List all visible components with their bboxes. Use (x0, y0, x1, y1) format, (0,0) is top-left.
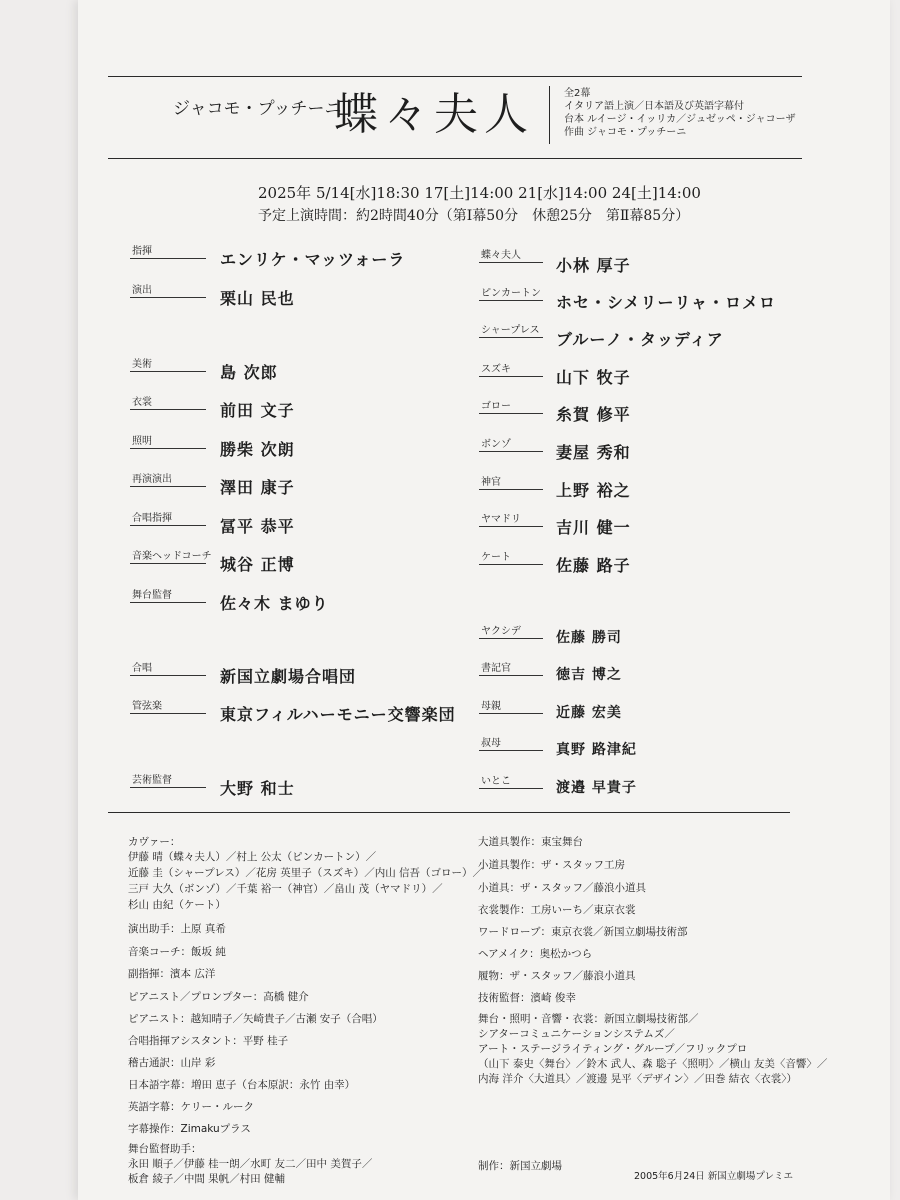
info-language: イタリア語上演／日本語及び英語字幕付 (564, 101, 744, 112)
role-underline (479, 675, 543, 676)
role-underline (479, 564, 543, 565)
credit-line: 履物：ザ・スタッフ／藤浪小道具 (478, 970, 636, 982)
staff-name: 冨平 恭平 (220, 517, 295, 536)
staff-role: 管弦楽 (132, 701, 162, 712)
cast-name: 小林 厚子 (556, 256, 631, 275)
role-underline (479, 750, 543, 751)
role-underline (130, 258, 206, 259)
cast-role: ヤクシデ (481, 626, 521, 637)
cast-role: シャープレス (481, 325, 540, 336)
credit-line: 小道具：ザ・スタッフ／藤浪小道具 (478, 882, 646, 894)
credit-line: 音楽コーチ：飯坂 純 (128, 946, 226, 958)
cast-role: ケート (481, 552, 511, 563)
cast-role: 叔母 (481, 738, 501, 749)
role-underline (130, 297, 206, 298)
role-underline (479, 413, 543, 414)
header-bottom-rule (108, 158, 802, 159)
staff-name: 勝柴 次朗 (220, 440, 295, 459)
staff-role: 照明 (132, 436, 152, 447)
premiere-note: 2005年6月24日 新国立劇場プレミエ (634, 1171, 793, 1182)
credit-line: 板倉 綾子／中間 果帆／村田 健輔 (128, 1173, 286, 1185)
credit-line: 技術監督：濱崎 俊幸 (478, 992, 576, 1004)
staff-role: 舞台監督 (132, 590, 172, 601)
role-underline (130, 713, 206, 714)
role-underline (130, 675, 206, 676)
credit-line: シアターコミュニケーションシステムズ／ (478, 1028, 675, 1040)
credit-line: 永田 順子／伊藤 桂一朗／水町 友二／田中 美賀子／ (128, 1158, 373, 1170)
cast-role: スズキ (481, 364, 511, 375)
cast-name: 吉川 健一 (556, 518, 631, 537)
role-underline (479, 489, 543, 490)
header-top-rule (108, 76, 802, 77)
credit-line: 舞台・照明・音響・衣裳：新国立劇場技術部／ (478, 1013, 699, 1025)
credit-line: 演出助手：上原 真希 (128, 923, 226, 935)
info-libretto: 台本 ルイージ・イッリカ／ジュゼッペ・ジャコーザ (564, 114, 796, 125)
role-underline (479, 376, 543, 377)
opera-title: 蝶々夫人 (334, 89, 534, 140)
role-underline (479, 337, 543, 338)
cast-name: ホセ・シメリーリャ・ロメロ (556, 293, 777, 312)
cast-role: 蝶々夫人 (481, 250, 521, 261)
cast-name: 妻屋 秀和 (556, 443, 631, 462)
credit-line: 三戸 大久（ボンゾ）／千葉 裕一（神官）／畠山 茂（ヤマドリ）／ (128, 883, 443, 895)
cast-role: 母親 (481, 701, 501, 712)
credit-line: 日本語字幕：増田 恵子（台本原訳：永竹 由幸） (128, 1079, 356, 1091)
staff-role: 合唱 (132, 663, 152, 674)
cast-role: 書記官 (481, 663, 511, 674)
credit-line: （山下 泰史〈舞台〉／鈴木 武人、森 聡子〈照明〉／横山 友美〈音響〉／ (478, 1058, 828, 1070)
staff-name: 島 次郎 (220, 363, 278, 382)
cast-name: 佐藤 路子 (556, 556, 631, 575)
cast-role: いとこ (481, 776, 511, 787)
cast-role: ヤマドリ (481, 514, 521, 525)
cast-role: ピンカートン (481, 288, 541, 299)
cast-name: 徳吉 博之 (556, 667, 622, 683)
role-underline (130, 371, 206, 372)
credits-divider (108, 812, 790, 813)
role-underline (479, 300, 543, 301)
credit-line: 内海 洋介〈大道具〉／渡邊 晃平〈デザイン〉／田巻 結衣〈衣裳〉） (478, 1073, 798, 1085)
cast-name: 渡邉 早貴子 (556, 780, 637, 796)
credit-line: 制作：新国立劇場 (478, 1160, 562, 1172)
staff-role: 芸術監督 (132, 775, 172, 786)
staff-role: 音楽ヘッドコーチ (132, 551, 212, 562)
role-underline (130, 486, 206, 487)
credit-line: アート・ステージライティング・グループ／フリックプロ (478, 1043, 748, 1055)
credit-line: ワードローブ：東京衣裳／新国立劇場技術部 (478, 926, 688, 938)
cast-name: 近藤 宏美 (556, 705, 622, 721)
cast-role: 神官 (481, 477, 501, 488)
cast-name: 山下 牧子 (556, 368, 631, 387)
credit-line: 字幕操作：Zimakuプラス (128, 1123, 251, 1135)
credit-line: 小道具製作：ザ・スタッフ工房 (478, 859, 625, 871)
credit-line: 副指揮：濱本 広洋 (128, 968, 216, 980)
staff-name: 城谷 正博 (220, 555, 295, 574)
staff-name: 佐々木 まゆり (220, 594, 329, 613)
role-underline (130, 409, 206, 410)
credit-line: ヘアメイク：奥松かつら (478, 948, 593, 960)
staff-name: 前田 文子 (220, 401, 295, 420)
cast-name: 佐藤 勝司 (556, 630, 622, 646)
credit-line: 近藤 圭（シャープレス）／花房 英里子（スズキ）／内山 信吾（ゴロー）／ (128, 867, 484, 879)
info-acts: 全2幕 (564, 88, 591, 99)
composer-name: ジャコモ・プッチーニ (173, 99, 342, 119)
staff-role: 再演演出 (132, 474, 172, 485)
staff-name: エンリケ・マッツォーラ (220, 250, 406, 269)
credit-line: カヴァー： (128, 836, 181, 848)
role-underline (479, 788, 543, 789)
performance-dates: 2025年 5/14[水]18:30 17[土]14:00 21[水]14:00 24[土]14:00 (258, 184, 701, 202)
credit-line: ピアニスト／プロンプター：高橋 健介 (128, 991, 309, 1003)
credit-line: 杉山 由紀（ケート） (128, 899, 226, 911)
credit-line: ピアニスト：越知晴子／矢崎貴子／古瀬 安子（合唱） (128, 1013, 383, 1025)
role-underline (479, 526, 543, 527)
credit-line: 舞台監督助手： (128, 1143, 202, 1155)
credit-line: 英語字幕：ケリー・ルーク (128, 1101, 254, 1113)
credit-line: 合唱指揮アシスタント：平野 桂子 (128, 1035, 289, 1047)
role-underline (479, 262, 543, 263)
credit-line: 大道具製作：東宝舞台 (478, 836, 583, 848)
cast-name: 真野 路津紀 (556, 742, 637, 758)
staff-role: 指揮 (132, 246, 152, 257)
role-underline (130, 787, 206, 788)
credit-line: 衣裳製作：工房いーち／東京衣裳 (478, 904, 636, 916)
role-underline (130, 448, 206, 449)
credit-line: 稽古通訳：山岸 彩 (128, 1057, 216, 1069)
staff-role: 衣裳 (132, 397, 152, 408)
staff-name: 東京フィルハーモニー交響楽団 (220, 705, 456, 724)
role-underline (130, 602, 206, 603)
cast-name: 上野 裕之 (556, 481, 631, 500)
staff-name: 大野 和士 (220, 779, 295, 798)
role-underline (130, 563, 206, 564)
performance-runtime: 予定上演時間：約2時間40分（第Ⅰ幕50分 休憩25分 第Ⅱ幕85分） (258, 208, 690, 224)
staff-role: 合唱指揮 (132, 513, 172, 524)
staff-name: 澤田 康子 (220, 478, 295, 497)
info-composer: 作曲 ジャコモ・プッチーニ (564, 127, 687, 138)
header-divider (549, 86, 550, 144)
cast-role: ボンゾ (481, 439, 511, 450)
role-underline (130, 525, 206, 526)
cast-role: ゴロー (481, 401, 511, 412)
role-underline (479, 451, 543, 452)
credit-line: 伊藤 晴（蝶々夫人）／村上 公太（ピンカートン）／ (128, 851, 377, 863)
staff-name: 新国立劇場合唱団 (220, 667, 357, 686)
cast-name: ブルーノ・タッディア (556, 330, 724, 349)
staff-role: 演出 (132, 285, 152, 296)
cast-name: 糸賀 修平 (556, 405, 631, 424)
production-info (564, 87, 796, 139)
staff-name: 栗山 民也 (220, 289, 295, 308)
role-underline (479, 713, 543, 714)
program-sheet (78, 0, 890, 1200)
role-underline (479, 638, 543, 639)
staff-role: 美術 (132, 359, 152, 370)
